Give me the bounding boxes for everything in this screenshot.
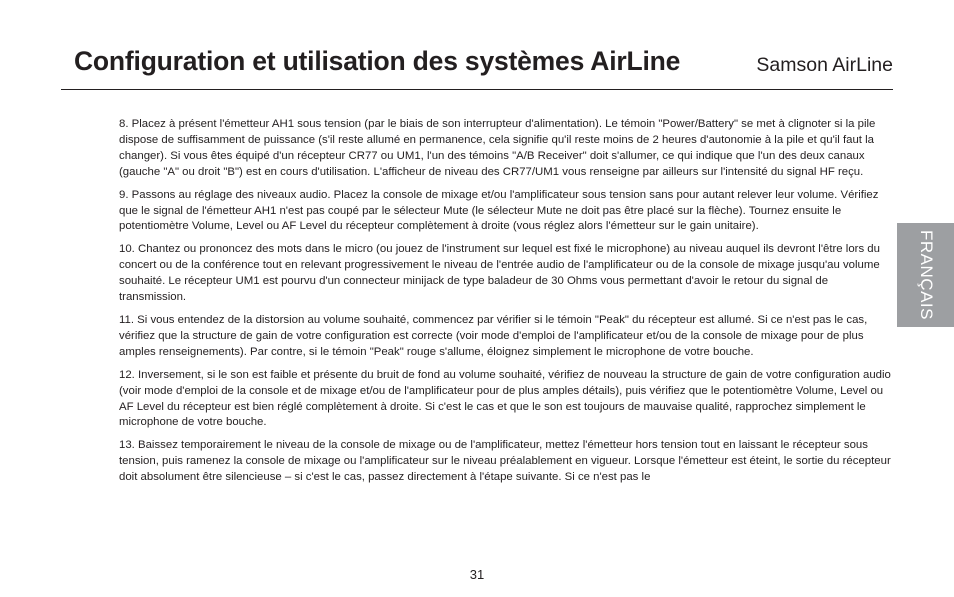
page-number: 31	[469, 567, 485, 582]
paragraph-step-11: 11. Si vous entendez de la distorsion au volume souhaité, commencez par vérifier si le témoin "Peak" du récepteur est allumé. Si ce n'est pas le cas, vérifiez que la structure de gain de votre configuration est correcte (voir mode d'emploi de l'amplificateur et/ou de la console de mixage pour de plus amples renseignements). Par contre, si le témoin "Peak" rouge s'allume, éloignez simplement le microphone de votre bouche.	[119, 313, 868, 358]
header-divider	[61, 89, 893, 90]
paragraph-step-10: 10. Chantez ou prononcez des mots dans le micro (ou jouez de l'instrument sur lequel est fixé le microphone) au niveau auquel ils devront l'être lors du concert ou de la conférence tout en relevant progressivement le niveau de l'entrée audio de l'amplificateur ou de la console de mixage jusqu'au volume souhaité. Le récepteur UM1 est pourvu d'un connecteur minijack de type baladeur de 30 Ohms vous permettant d'avoir le retour du signal de transmission.	[119, 243, 880, 304]
paragraph-step-12: 12. Inversement, si le son est faible et présente du bruit de fond au volume souhaité, vérifiez de nouveau la structure de gain de votre configuration audio (voir mode d'emploi de la console et de mixage et/ou de l'amplificateur pour de plus amples détails), puis vérifiez que le potentiomètre Volume, Level ou AF Level du récepteur est bien réglé complètement à droite. Si c'est le cas et que le son est toujours de mauvaise qualité, rapprochez simplement le microphone de votre bouche.	[119, 368, 891, 429]
body-text	[119, 117, 893, 493]
page-title: Configuration et utilisation des systèmes AirLine	[74, 46, 681, 76]
language-tab-label: FRANÇAIS	[916, 230, 936, 320]
language-tab	[897, 223, 954, 327]
paragraph-step-9: 9. Passons au réglage des niveaux audio. Placez la console de mixage et/ou l'amplificateur sous tension sans pour autant relever leur volume. Vérifiez que le signal de l'émetteur AH1 n'est pas coupé par le sélecteur Mute (le sélecteur Mute ne doit pas être placé sur la flèche). Tournez ensuite le potentiomètre Volume, Level ou AF Level du récepteur complètement à droite (vous réglez alors l'émetteur sur le gain unitaire).	[119, 188, 879, 233]
paragraph-step-8: 8. Placez à présent l'émetteur AH1 sous tension (par le biais de son interrupteur d'alimentation). Le témoin "Power/Battery" se met à clignoter si la pile dispose de suffisamment de puissance (s'il reste allumé en permanence, cela signifie qu'il reste moins de 2 heures d'autonomie à la pile et qu'il faut la changer). Si vous êtes équipé d'un récepteur CR77 ou UM1, l'un des témoins "A/B Receiver" doit s'allumer, ce qui indique que l'un des deux canaux (gauche "A" ou droit "B") est en cours d'utilisation. L'afficheur de niveau des CR77/UM1 vous renseigne par ailleurs sur l'intensité du signal HF reçu.	[119, 118, 876, 178]
brand-name: Samson AirLine	[756, 54, 893, 76]
paragraph-step-13: 13. Baissez temporairement le niveau de la console de mixage ou de l'amplificateur, mettez l'émetteur hors tension tout en laissant le récepteur sous tension, puis ramenez la console de mixage ou l'amplificateur sur le niveau préalablement en vigueur. Lorsque l'émetteur est éteint, le sortie du récepteur doit absolument être silencieuse – si c'est le cas, passez directement à l'étape suivante. Si ce n'est pas le	[119, 439, 891, 484]
